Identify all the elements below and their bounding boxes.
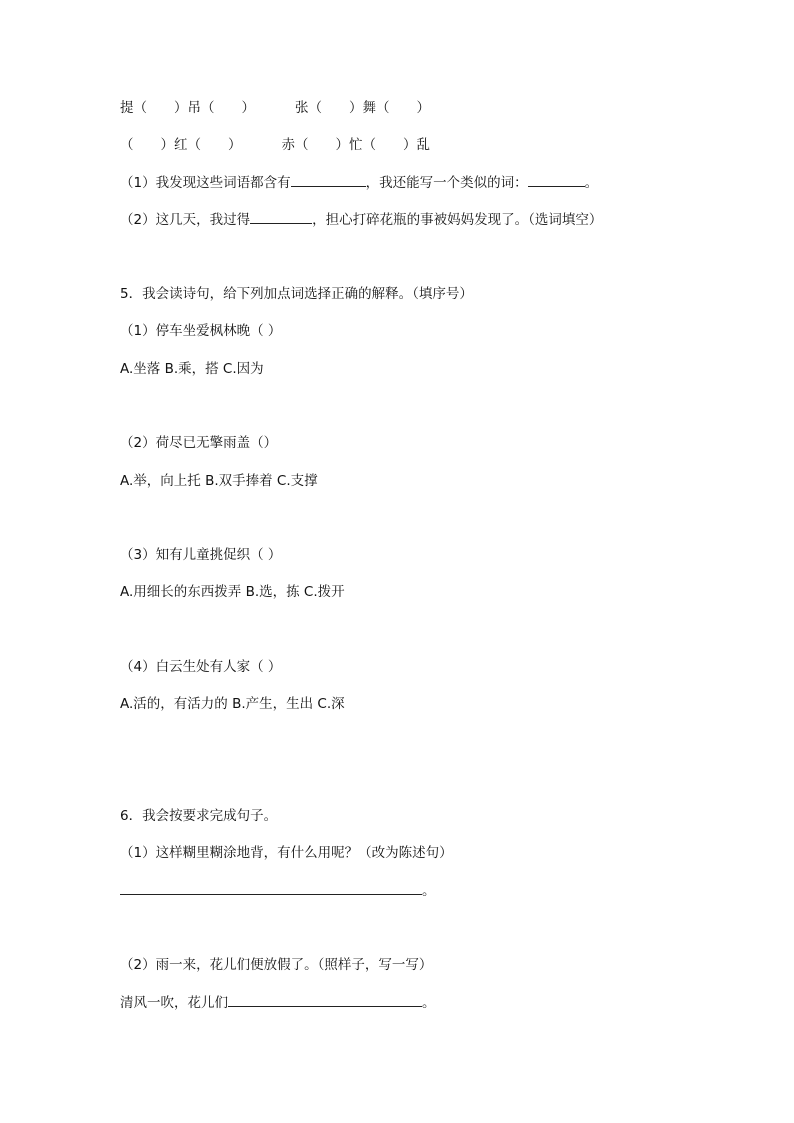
q4-sub2-prefix: （2）这几天，我过得 bbox=[120, 212, 251, 228]
q5-item-3-question: （3）知有儿童挑促织（ ） bbox=[120, 547, 282, 563]
q6-sub2-question: （2）雨一来，花儿们便放假了。（照样子，写一写） bbox=[120, 957, 433, 973]
q6-sub1-end: 。 bbox=[422, 883, 436, 899]
q5-item-1-question: （1）停车坐爱枫林晚（ ） bbox=[120, 323, 282, 339]
q4-sub1 bbox=[120, 172, 598, 193]
q6-sub2-blank[interactable] bbox=[228, 992, 422, 1007]
q5-title: 5．我会读诗句，给下列加点词选择正确的解释。（填序号） bbox=[120, 286, 473, 302]
q5-item-1-options: A.坐落 B.乘，搭 C.因为 bbox=[120, 361, 264, 377]
q6-sub1-question: （1）这样糊里糊涂地背，有什么用呢？（改为陈述句） bbox=[120, 845, 453, 861]
q6-sub2-prefix: 清风一吹，花儿们 bbox=[120, 995, 228, 1011]
q4-row1-left: 提（ ）吊（ ） bbox=[120, 100, 255, 116]
q5-item-4-question: （4）白云生处有人家（ ） bbox=[120, 659, 282, 675]
q4-sub2-suffix: ，担心打碎花瓶的事被妈妈发现了。（选词填空） bbox=[312, 212, 603, 228]
q4-row2-left: （ ）红（ ） bbox=[120, 137, 242, 153]
q4-row1 bbox=[120, 98, 430, 118]
q4-sub1-blank-1[interactable] bbox=[291, 172, 366, 187]
q5-item-2-question: （2）荷尽已无擎雨盖（） bbox=[120, 435, 278, 451]
q4-sub1-middle: ，我还能写一个类似的词： bbox=[365, 175, 528, 191]
q4-sub1-suffix: 。 bbox=[584, 175, 599, 191]
q4-row2-right: 赤（ ）忙（ ）乱 bbox=[281, 137, 430, 153]
q5-item-2-options: A.举，向上托 B.双手捧着 C.支撑 bbox=[120, 473, 318, 489]
q4-row1-right: 张（ ）舞（ ） bbox=[295, 100, 430, 116]
q6-sub2-end: 。 bbox=[422, 995, 436, 1011]
q5-item-3-options: A.用细长的东西拨弄 B.选，拣 C.拨开 bbox=[120, 584, 345, 600]
q5-item-4-options: A.活的，有活力的 B.产生，生出 C.深 bbox=[120, 696, 345, 712]
q4-sub2 bbox=[120, 209, 602, 230]
q6-sub2-answer-line bbox=[120, 992, 436, 1013]
q6-sub1-answer-line bbox=[120, 880, 436, 901]
q6-sub1-blank[interactable] bbox=[120, 880, 422, 895]
q4-sub1-prefix: （1）我发现这些词语都含有 bbox=[120, 175, 291, 191]
q4-row2 bbox=[120, 135, 430, 155]
q4-sub1-blank-2[interactable] bbox=[528, 172, 585, 187]
q6-title: 6．我会按要求完成句子。 bbox=[120, 808, 278, 824]
q4-sub2-blank[interactable] bbox=[250, 209, 312, 224]
